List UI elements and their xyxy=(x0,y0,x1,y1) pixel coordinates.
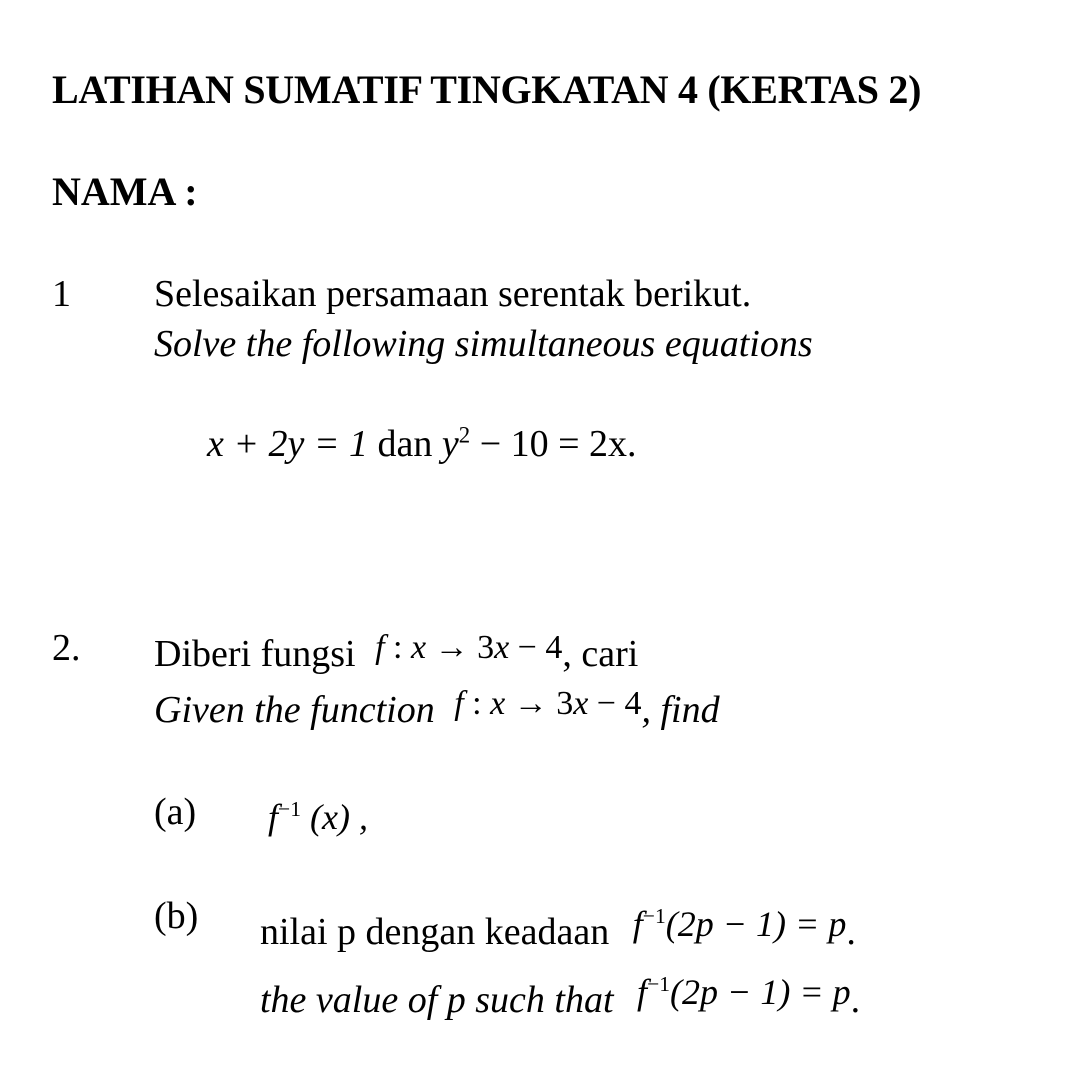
part-b-text-ms: nilai p dengan keadaan $f^{-1}(2p - 1) = p$. xyxy=(260,904,856,953)
function-definition-en: f : x → 3x − 4 xyxy=(454,685,642,722)
question-2-ms-suffix: , cari xyxy=(562,633,639,675)
question-2-ms-prefix: Diberi fungsi xyxy=(154,633,356,675)
part-b-text-en: the value of p such that $f^{-1}(2p - 1) = p$. xyxy=(260,972,861,1021)
question-2-text-en xyxy=(154,685,720,732)
question-1-number: 1 xyxy=(52,273,71,315)
question-2-text-ms xyxy=(154,629,639,676)
equation-2-rest: − 10 = 2x. xyxy=(479,423,637,465)
part-b-label: (b) xyxy=(154,895,199,937)
name-label: NAMA : xyxy=(52,169,198,214)
document-title: LATIHAN SUMATIF TINGKATAN 4 (KERTAS 2) xyxy=(52,67,922,112)
part-a-expression: $f^{-1}$ (x) , xyxy=(268,797,368,837)
question-2-number: 2. xyxy=(52,627,81,669)
equation-2-variable: y xyxy=(441,423,459,465)
question-2-en-suffix: , find xyxy=(641,689,720,731)
question-1-text-en: Solve the following simultaneous equations xyxy=(154,323,813,365)
part-b-expression-ms: $f^{-1}(2p - 1) = p$ xyxy=(632,904,847,944)
function-definition-ms: f : x → 3x − 4 xyxy=(375,629,563,666)
equation-2-exponent: 2 xyxy=(458,422,471,448)
equation-1: x + 2y = 1 xyxy=(207,423,369,465)
equation-connector: dan xyxy=(377,423,433,465)
question-1-text-ms: Selesaikan persamaan serentak berikut. xyxy=(154,273,752,315)
question-2-en-prefix: Given the function xyxy=(154,689,435,731)
part-b-expression-en: $f^{-1}(2p - 1) = p$ xyxy=(637,972,851,1012)
part-a-label: (a) xyxy=(154,791,197,833)
question-1-equation xyxy=(207,422,637,466)
